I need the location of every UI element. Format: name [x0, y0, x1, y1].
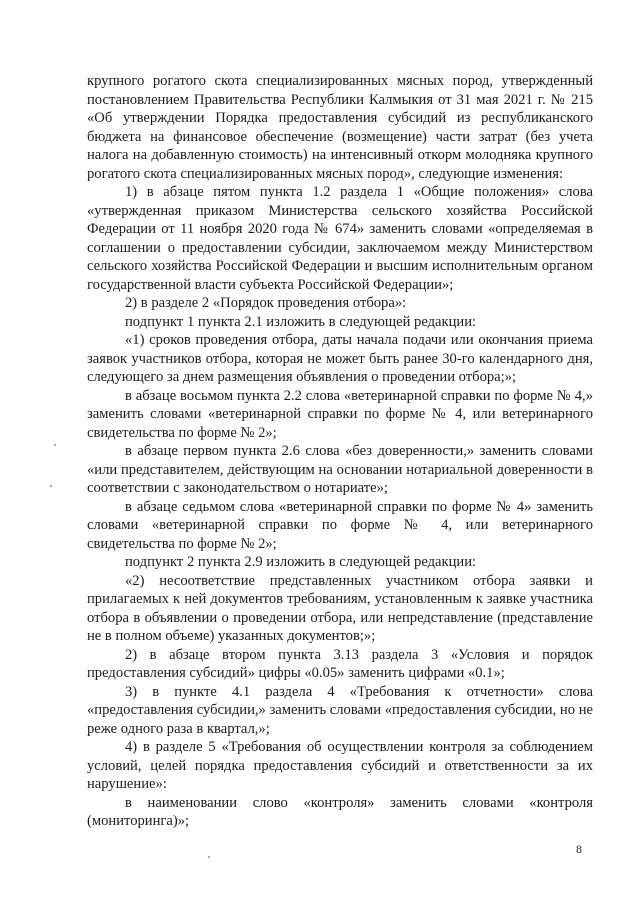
paragraph: 4) в разделе 5 «Требования об осуществлении контроля за соблюдением условий, целей порядка предоставления субсидий и ответственности за их нарушение»: [87, 739, 593, 792]
scan-speck [50, 485, 52, 487]
scan-speck [54, 444, 56, 446]
paragraph: 3) в пункте 4.1 раздела 4 «Требования к отчетности» слова «предоставления субсидии,» заменить словами «предоставления субсидии, но не реже одного раза в квартал,»; [87, 683, 593, 737]
paragraph: 2) в абзаце втором пункта 3.13 раздела 3 «Условия и порядок предоставления субсидий» цифры «0.05» заменить цифрами «0.1»; [87, 646, 593, 681]
page-number: 8 [576, 842, 582, 856]
paragraph: крупного рогатого скота специализированных мясных пород, утвержденный постановлением Правительства Республики Калмыкия от 31 мая 2021 г. № 215 «Об утверждении Порядка предоставления субсидий из республиканского бюджета на финансовое обеспечение (возмещение) части затрат (без учета налога на добавленную стоимость) на интенсивный откорм молодняка крупного рогатого скота специализированных мясных пород», следующие изменения: [87, 73, 593, 182]
paragraph: в абзаце седьмом слова «ветеринарной справки по форме № 4» заменить словами «ветеринарной справки по форме № 4, или ветеринарного свидетельства по форме № 2»; [87, 498, 593, 552]
scan-speck [208, 856, 210, 858]
paragraph: в абзаце восьмом пункта 2.2 слова «ветеринарной справки по форме № 4,» заменить словами «ветеринарной справки по форме № 4, или ветеринарного свидетельства по форме № 2»; [87, 387, 593, 441]
paragraph: 1) в абзаце пятом пункта 1.2 раздела 1 «Общие положения» слова «утвержденная приказом Министерства сельского хозяйства Российской Федерации от 11 ноября 2020 года № 674» заменить словами «определяемая в соглашении о предоставлении субсидии, заключаемом между Министерством сельского хозяйства Российской Федерации и высшим исполнительным органом государственной власти субъекта Российской Федерации»; [87, 184, 593, 293]
paragraph: в абзаце первом пункта 2.6 слова «без доверенности,» заменить словами «или представителем, действующим на основании нотариальной доверенности в соответствии с законодательством о нотариате»; [87, 443, 593, 496]
paragraph: «1) сроков проведения отбора, даты начала подачи или окончания приема заявок участников отбора, которая не может быть ранее 30-го календарного дня, следующего за днем размещения объявления о проведении отбора;»; [87, 332, 593, 385]
document-body [87, 72, 593, 831]
paragraph: «2) несоответствие представленных участником отбора заявки и прилагаемых к ней документов требованиям, установленным к заявке участника отбора в объявлении о проведении отбора, или непредставление (представление не в полном объеме) указанных документов;»; [87, 572, 593, 644]
paragraph: подпункт 1 пункта 2.1 изложить в следующей редакции: [125, 313, 477, 330]
paragraph: 2) в разделе 2 «Порядок проведения отбора»: [125, 295, 407, 311]
paragraph: в наименовании слово «контроля» заменить словами «контроля (мониторинга)»; [87, 794, 593, 829]
paragraph: подпункт 2 пункта 2.9 изложить в следующей редакции: [125, 554, 477, 570]
